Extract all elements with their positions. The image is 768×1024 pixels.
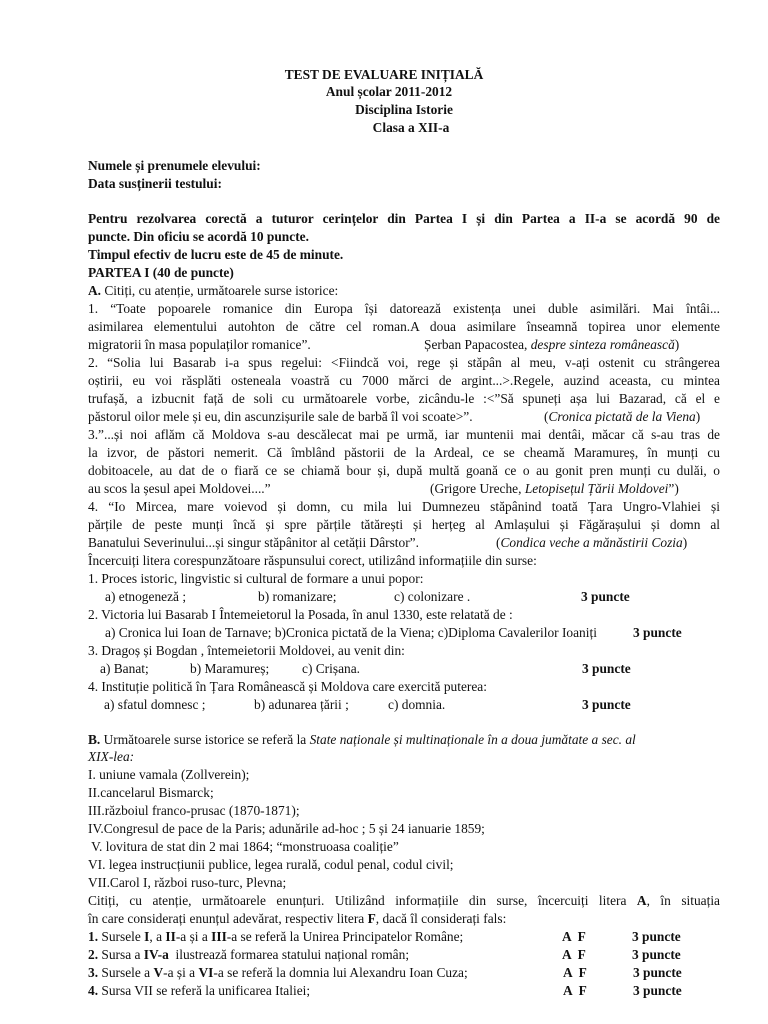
question-2: 2. Victoria lui Basarab I Întemeietorul la Posada, în anul 1330, este relatată de : <box>88 607 513 622</box>
option-b[interactable]: b) Maramureș; <box>190 661 270 676</box>
student-name-label: Numele și prenumele elevului: <box>88 158 261 173</box>
circle-instructions: Încercuiți litera corespunzătoare răspunsului corect, utilizând informațiile din surse: <box>88 553 537 568</box>
statement-2: 2. Sursa a IV-a ilustrează formarea statului național român; A F 3 puncte <box>88 947 681 962</box>
option-c[interactable]: c) Crișana. <box>302 661 361 676</box>
source-text: 1. “Toate popoarele romanice din Europa își datorează existența unei duble asimilări. Mai întâi... <box>88 301 720 316</box>
points-label: 3 puncte <box>633 625 682 640</box>
source-text: 2. “Solia lui Basarab i-a spus regelui: <Fiindcă voi, rege și stăpân al meu, v-ați ostenit cu strângerea <box>88 355 720 370</box>
source-text: 4. “Io Mircea, mare voievod și domn, cu mila lui Dumnezeu stăpânind toată Țara Ungro-Vlahiei și <box>88 499 720 514</box>
points-label: 3 puncte <box>582 697 631 712</box>
source-text: la izvor, de păstori nemerit. Că îmblând păstorii de la Ardeal, ce se cheamă Maramureș, în munți cu <box>88 445 720 460</box>
true-false-choice[interactable]: A F <box>562 929 586 944</box>
statement-4: 4. Sursa VII se referă la unificarea Italiei; A F 3 puncte <box>88 983 682 998</box>
option-a[interactable]: a) etnogeneză ; <box>105 589 187 604</box>
points-label: 3 puncte <box>632 947 681 962</box>
option-c[interactable]: c) domnia. <box>388 697 446 712</box>
source-item: III.războiul franco-prusac (1870-1871); <box>88 803 300 818</box>
source-item: VI. legea instrucțiunii publice, legea rurală, codul penal, codul civil; <box>88 857 454 872</box>
source-item: V. lovitura de stat din 2 mai 1864; “monstruoasa coaliție” <box>88 839 399 854</box>
option-b[interactable]: b) romanizare; <box>258 589 337 604</box>
part1-title: PARTEA I (40 de puncte) <box>88 265 234 280</box>
source-item: IV.Congresul de pace de la Paris; adunările ad-hoc ; 5 și 24 ianuarie 1859; <box>88 821 485 836</box>
points-label: 3 puncte <box>633 965 682 980</box>
points-label: 3 puncte <box>633 983 682 998</box>
option-a[interactable]: a) sfatul domnesc ; <box>104 697 206 712</box>
statement-1: 1. Sursele I, a II-a și a III-a se referă la Unirea Principatelor Române; A F 3 puncte <box>88 929 681 944</box>
source-text: păstorul oilor mele și eu, din ascunzișurile sale de barbă îl voi scoate>”. (Cronica pictată de la Viena) <box>88 409 701 424</box>
task-instruction: în care considerați enunțul adevărat, respectiv litera F, dacă îl considerați fals: <box>88 911 507 926</box>
part-b-intro: B. Următoarele surse istorice se referă la State naționale și multinaționale în a doua jumătate a sec. al <box>88 732 636 747</box>
subject: Disciplina Istorie <box>355 102 453 117</box>
question-2-option-list[interactable]: a) Cronica lui Ioan de Tarnave; b)Cronica pictată de la Viena; c)Diploma Cavalerilor Ioaniți <box>105 625 597 640</box>
instructions-line: Pentru rezolvarea corectă a tuturor cerințelor din Partea I și din Partea a II-a se acordă 90 de <box>88 211 720 226</box>
task-instruction: Citiți, cu atenție, următoarele enunțuri. Utilizând informațiile din surse, încercuiți litera A, în situația <box>88 893 720 908</box>
option-b[interactable]: b) adunarea țării ; <box>254 697 349 712</box>
question-4: 4. Instituție politică în Țara Românească și Moldova care exercită puterea: <box>88 679 487 694</box>
question-1: 1. Proces istoric, lingvistic si cultural de formare a unui popor: <box>88 571 424 586</box>
instructions-line: puncte. Din oficiu se acordă 10 puncte. <box>88 229 309 244</box>
part-b-intro-cont: XIX-lea: <box>88 749 135 764</box>
points-label: 3 puncte <box>632 929 681 944</box>
question-3: 3. Dragoș și Bogdan , întemeietorii Moldovei, au venit din: <box>88 643 405 658</box>
points-label: 3 puncte <box>581 589 630 604</box>
source-item: II.cancelarul Bismarck; <box>88 785 214 800</box>
source-text: părțile de peste munți încă și spre părțile tătărești și herțeg al Amlașului și Făgărașului și domn al <box>88 517 720 532</box>
option-c[interactable]: c) colonizare . <box>394 589 471 604</box>
source-item: I. uniune vamala (Zollverein); <box>88 767 250 782</box>
true-false-choice[interactable]: A F <box>563 983 587 998</box>
class-level: Clasa a XII-a <box>372 120 450 135</box>
source-text: migratorii în masa populaților romanice”. Șerban Papacostea, despre sinteza românească) <box>88 337 680 352</box>
statement-3: 3. Sursele a V-a și a VI-a se referă la domnia lui Alexandru Ioan Cuza; A F 3 puncte <box>88 965 682 980</box>
source-text: oștirii, eu voi răsplăti osteneala voastră cu 7000 mărci de argint...>.Regele, auzind aceasta, cu mintea <box>88 373 720 388</box>
true-false-choice[interactable]: A F <box>563 965 587 980</box>
part1-a-intro: A. Citiți, cu atenție, următoarele surse istorice: <box>88 283 339 298</box>
school-year: Anul școlar 2011-2012 <box>325 84 453 99</box>
test-date-label: Data susținerii testului: <box>88 176 222 191</box>
source-text: asimilarea elementului autohton de către cel roman.A doua asimilare înseamnă topirea unor elemente <box>88 319 720 334</box>
true-false-choice[interactable]: A F <box>562 947 586 962</box>
source-text: trufașă, a izbucnit față de soli cu următoarele vorbe, zicându-le :<”Să spuneți așa lui Bazarad, că el e <box>88 391 720 406</box>
source-text: 3.”...și noi aflăm că Moldova s-au descălecat mai pe urmă, iar muntenii mai dentâi, măcar că s-au tras de <box>88 427 720 442</box>
instructions-line: Timpul efectiv de lucru este de 45 de minute. <box>88 247 344 262</box>
source-text: au scos la șesul apei Moldovei....” (Grigore Ureche, Letopisețul Țării Moldovei”) <box>88 481 679 496</box>
test-title: TEST DE EVALUARE INIȚIALĂ <box>284 67 484 82</box>
option-a[interactable]: a) Banat; <box>100 661 149 676</box>
source-item: VII.Carol I, război ruso-turc, Plevna; <box>88 875 287 890</box>
source-text: Banatului Severinului...și singur stăpânitor al cetății Dârstor”. (Condica veche a mănăstirii Cozia) <box>88 535 688 550</box>
points-label: 3 puncte <box>582 661 631 676</box>
source-text: dobitoacele, au dat de o fiară ce se chiamă bour și, după multă goană ce o au gonit pren munți cu dulăi, o <box>88 463 720 478</box>
